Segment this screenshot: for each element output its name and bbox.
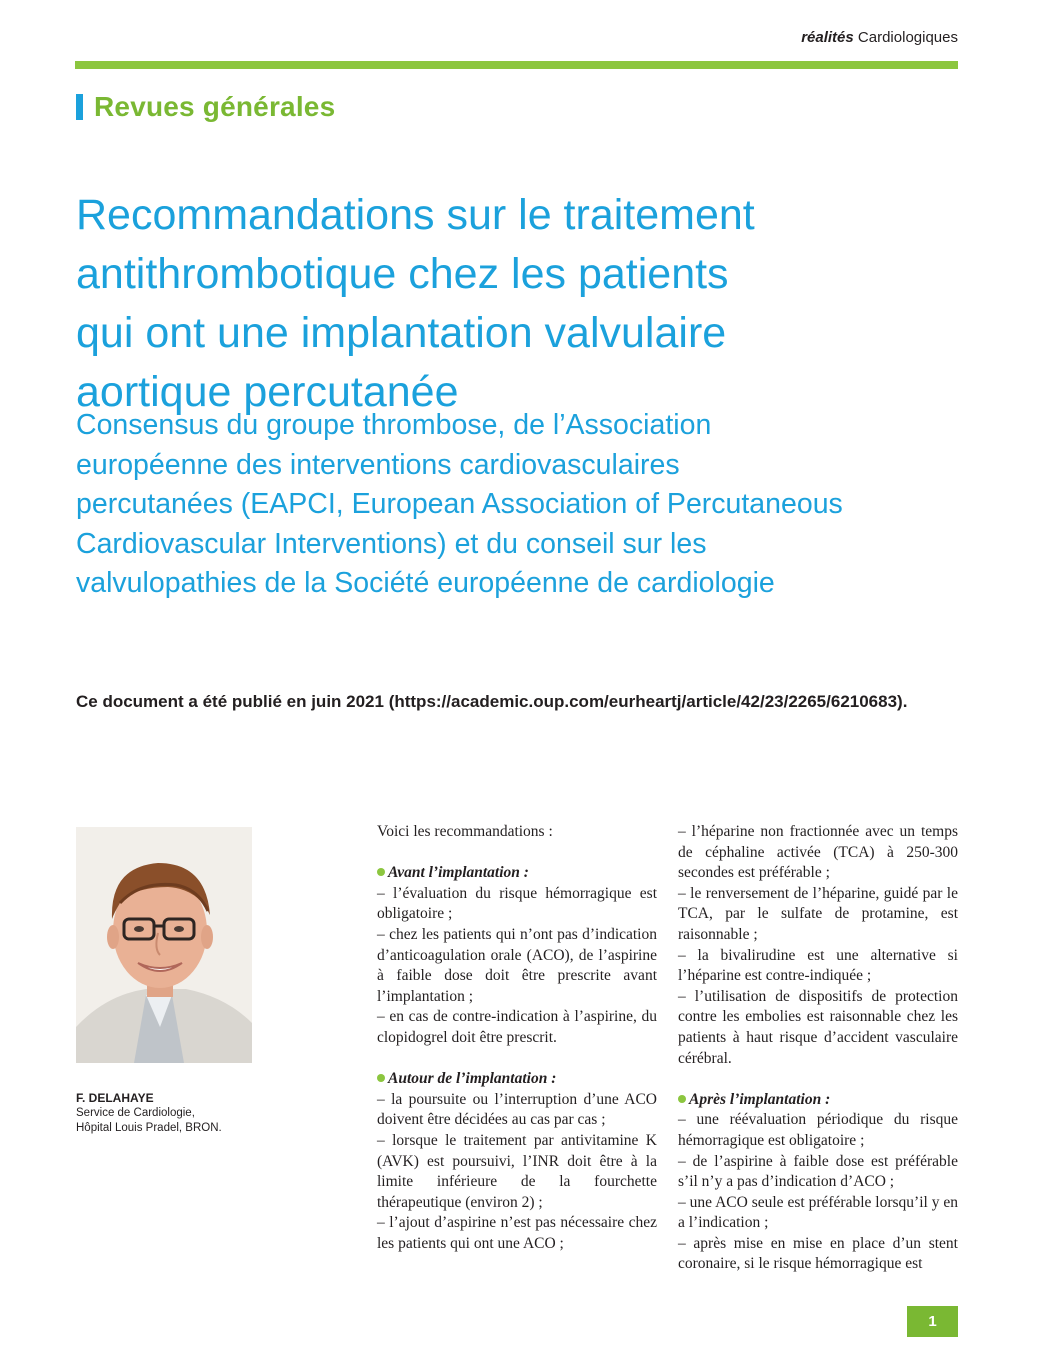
list-item: – lorsque le traitement par antivitamine K (AVK) est poursuivi, l’INR doit être à la limite inférieure de la fourchette thérapeutique (environ 2) ; bbox=[377, 1131, 657, 1211]
publication-note: Ce document a été publié en juin 2021 (https://academic.oup.com/eurheartj/article/42/23/2265/6210683). bbox=[76, 692, 908, 711]
list-item: – une ACO seule est préférable lorsqu’il y en a l’indication ; bbox=[678, 1193, 958, 1232]
section-marker bbox=[76, 94, 83, 120]
list-item: – une réévaluation périodique du risque hémorragique est obligatoire ; bbox=[678, 1111, 958, 1149]
author-affiliation-line: Hôpital Louis Pradel, BRON. bbox=[76, 1122, 222, 1134]
list-item: – l’ajout d’aspirine n’est pas nécessaire chez les patients qui ont une ACO ; bbox=[377, 1214, 657, 1252]
title-line: Recommandations sur le traitement bbox=[76, 191, 755, 239]
bullet-dot-icon bbox=[678, 1095, 686, 1103]
list-item: – l’évaluation du risque hémorragique est obligatoire ; bbox=[377, 884, 657, 923]
list-item: – la bivalirudine est une alternative si l’héparine est contre-indiquée ; bbox=[678, 946, 958, 985]
body-column-1 bbox=[377, 822, 657, 1254]
title-line: qui ont une implantation valvulaire bbox=[76, 309, 727, 357]
article-subtitle bbox=[76, 406, 976, 604]
intro-text: Voici les recommandations : bbox=[377, 823, 553, 840]
title-line: antithrombotique chez les patients bbox=[76, 250, 729, 298]
journal-name-bold: réalités bbox=[801, 29, 854, 46]
top-rule bbox=[75, 61, 958, 69]
subtitle-line: européenne des interventions cardiovasculaires bbox=[76, 448, 680, 481]
subtitle-line: percutanées (EAPCI, European Association of Percutaneous bbox=[76, 488, 843, 520]
section-label bbox=[76, 92, 335, 122]
page-number: 1 bbox=[907, 1306, 958, 1337]
list-item: – chez les patients qui n’ont pas d’indication d’anticoagulation orale (ACO), de l’aspirine à faible dose doit être prescrite avant l’implantation ; bbox=[377, 925, 657, 1005]
list-item: – en cas de contre-indication à l’aspirine, du clopidogrel doit être prescrit. bbox=[377, 1008, 657, 1046]
section-heading-before: Avant l’implantation : bbox=[377, 863, 657, 884]
journal-header bbox=[801, 29, 958, 46]
list-item: – de l’aspirine à faible dose est préférable s’il n’y a pas d’indication d’ACO ; bbox=[678, 1152, 958, 1191]
section-label-text: Revues générales bbox=[94, 91, 336, 122]
author-name: F. DELAHAYE bbox=[76, 1091, 154, 1105]
body-column-2 bbox=[678, 822, 958, 1275]
list-item: – après mise en mise en place d’un stent coronaire, si le risque hémorragique est bbox=[678, 1234, 958, 1273]
bullet-dot-icon bbox=[377, 1074, 385, 1082]
list-item: – l’utilisation de dispositifs de protection contre les embolies est raisonnable chez les patients à haut risque d’accident vasculaire cérébral. bbox=[678, 987, 958, 1067]
author-affiliation-line: Service de Cardiologie, bbox=[76, 1107, 195, 1119]
list-item: – le renversement de l’héparine, guidé par le TCA, par le sulfate de protamine, est raisonnable ; bbox=[678, 884, 958, 943]
section-heading-around: Autour de l’implantation : bbox=[377, 1069, 657, 1090]
subtitle-line: Cardiovascular Interventions) et du conseil sur les bbox=[76, 527, 707, 560]
title-line: aortique percutanée bbox=[76, 368, 459, 416]
author-photo bbox=[76, 827, 252, 1063]
list-item: – l’héparine non fractionnée avec un temps de céphaline activée (TCA) à 250-300 secondes est préférable ; bbox=[678, 823, 958, 882]
list-item: – la poursuite ou l’interruption d’une ACO doivent être décidées au cas par cas ; bbox=[377, 1090, 657, 1129]
article-title bbox=[76, 186, 976, 422]
author-portrait-illustration bbox=[76, 827, 252, 1063]
subtitle-line: Consensus du groupe thrombose, de l’Association bbox=[76, 409, 712, 441]
subtitle-line: valvulopathies de la Société européenne de cardiologie bbox=[76, 567, 775, 599]
journal-name-rest: Cardiologiques bbox=[857, 29, 958, 46]
bullet-dot-icon bbox=[377, 868, 385, 876]
author-info bbox=[76, 1091, 222, 1136]
section-heading-after: Après l’implantation : bbox=[678, 1090, 958, 1111]
